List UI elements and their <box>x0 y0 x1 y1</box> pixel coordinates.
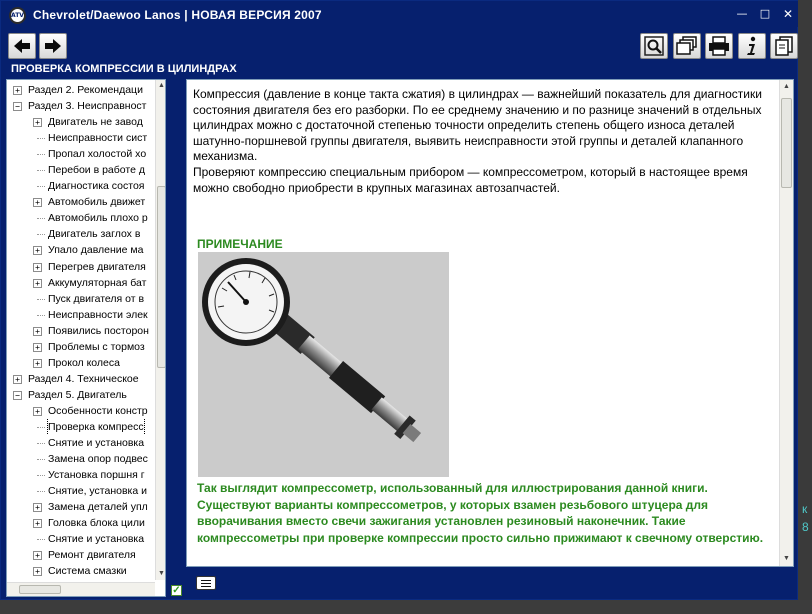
tree-item-label: Замена опор подвес <box>48 453 148 466</box>
tree-item-label: Автомобиль плохо р <box>48 212 148 225</box>
tree-item-label: Раздел 4. Техническое <box>28 372 139 385</box>
tree-item-label: Диагностика состоя <box>48 180 145 193</box>
forward-button[interactable] <box>39 33 67 59</box>
tree-item[interactable] <box>7 242 153 258</box>
tree-item[interactable] <box>7 307 153 323</box>
tree-scroll-thumb[interactable] <box>157 186 166 368</box>
windows-icon <box>676 36 698 56</box>
scroll-down-icon[interactable]: ▼ <box>158 570 165 577</box>
article-paragraph-1: Компрессия (давление в конце такта сжатия) в цилиндрах — важнейший показатель для диагностики состояния двигателя без его разборки. По ее среднему значению и по разнице значений в отдельных цилиндрах можно с достаточной степенью точности определить степень общего износа деталей шатунно-поршневой группы двигателя, выявить неисправности этой группы и деталей клапанного механизма. <box>193 87 762 164</box>
tree-item[interactable] <box>7 146 153 162</box>
article-vertical-scrollbar[interactable] <box>779 80 793 566</box>
tree-item-label: Раздел 3. Неисправност <box>28 100 147 113</box>
tree-item[interactable] <box>7 323 153 339</box>
tree-item[interactable] <box>7 114 153 130</box>
windows-button[interactable] <box>673 33 701 59</box>
tree-item-label: Аккумуляторная бат <box>48 276 147 289</box>
tree-item-label: Автомобиль движет <box>48 196 146 209</box>
tree-item-label: Особенности констр <box>48 404 148 417</box>
tree-item-label: Установка поршня г <box>48 469 145 482</box>
forward-arrow-icon <box>44 39 62 53</box>
tree-item-label: Ремонт двигателя <box>48 549 136 562</box>
tree-item-label: Перегрев двигателя <box>48 260 146 273</box>
article-text <box>193 87 773 196</box>
tree-item[interactable] <box>7 499 153 515</box>
tree-item[interactable] <box>7 451 153 467</box>
tree-item[interactable] <box>7 82 153 98</box>
article-scroll-down-icon[interactable]: ▼ <box>783 555 790 562</box>
tree-item[interactable] <box>7 210 153 226</box>
tree-item[interactable] <box>7 387 153 403</box>
tree-item-label: Раздел 5. Двигатель <box>28 388 127 401</box>
tree-item-label: Пропал холостой хо <box>48 148 147 161</box>
tree-item[interactable] <box>7 98 153 114</box>
expand-icon[interactable]: + <box>13 86 22 95</box>
expand-icon[interactable]: + <box>33 503 42 512</box>
tree-item-label: Двигатель не завод <box>48 116 143 129</box>
tree-item[interactable] <box>7 259 153 275</box>
tree-item[interactable] <box>7 371 153 387</box>
article-scroll-thumb[interactable] <box>781 98 792 188</box>
expand-icon[interactable]: + <box>33 359 42 368</box>
desktop-background-glyph: к 8 <box>802 502 809 534</box>
tree-vertical-scrollbar[interactable] <box>155 80 166 580</box>
tree-item[interactable] <box>7 531 153 547</box>
tree-item-label: Двигатель заглох в <box>48 228 141 241</box>
tree-item-label: Упало давление ма <box>48 244 144 257</box>
compression-gauge-photo <box>198 252 449 477</box>
print-icon <box>708 36 730 56</box>
contents-tree[interactable] <box>6 79 166 597</box>
tree-item-label: Проблемы с тормоз <box>48 340 145 353</box>
expand-icon[interactable]: + <box>33 343 42 352</box>
close-icon[interactable]: ✕ <box>782 7 794 21</box>
tree-item-label: Неисправности элек <box>48 308 148 321</box>
back-arrow-icon <box>13 39 31 53</box>
search-button[interactable] <box>640 33 668 59</box>
tree-item[interactable] <box>7 515 153 531</box>
tree-horizontal-scrollbar[interactable] <box>7 582 155 596</box>
minimize-icon[interactable]: — <box>736 7 748 20</box>
tree-item-label: Неисправности сист <box>48 132 148 145</box>
copy-icon <box>774 36 794 56</box>
tree-item[interactable] <box>7 130 153 146</box>
note-title: ПРИМЕЧАНИЕ <box>197 237 283 251</box>
tree-item[interactable] <box>7 339 153 355</box>
tree-item[interactable] <box>7 435 153 451</box>
app-logo-icon: ATV <box>9 7 26 24</box>
tree-item-label: Головка блока цили <box>48 517 145 530</box>
expand-icon[interactable]: + <box>33 407 42 416</box>
tree-item-label: Система смазки <box>48 565 127 578</box>
tree-item[interactable] <box>7 403 153 419</box>
expand-icon[interactable]: + <box>33 327 42 336</box>
expand-icon[interactable]: + <box>33 246 42 255</box>
scroll-up-icon[interactable]: ▲ <box>158 82 165 89</box>
back-button[interactable] <box>8 33 36 59</box>
tree-item[interactable] <box>7 547 153 563</box>
tree-item[interactable] <box>7 291 153 307</box>
tree-item[interactable] <box>7 178 153 194</box>
print-button[interactable] <box>705 33 733 59</box>
expand-icon[interactable]: + <box>33 551 42 560</box>
tree-item[interactable] <box>7 355 153 371</box>
tree-item-label: Снятие, установка и <box>48 485 147 498</box>
window-title: Chevrolet/Daewoo Lanos | НОВАЯ ВЕРСИЯ 2007 <box>33 8 322 22</box>
tree-item-label: Пуск двигателя от в <box>48 292 145 305</box>
tree-list <box>7 82 153 596</box>
expand-icon[interactable]: + <box>33 263 42 272</box>
tree-item[interactable] <box>7 483 153 499</box>
tree-item-label: Замена деталей упл <box>48 501 148 514</box>
expand-icon[interactable]: + <box>13 375 22 384</box>
expand-icon[interactable]: + <box>33 519 42 528</box>
expand-icon[interactable]: + <box>33 198 42 207</box>
tree-item-label-selected: Проверка компресс <box>48 420 144 433</box>
desktop-background-strip <box>798 0 812 600</box>
search-icon <box>644 36 664 56</box>
copy-button[interactable] <box>770 33 798 59</box>
tree-item[interactable] <box>7 467 153 483</box>
title-bar <box>1 1 799 27</box>
info-button[interactable] <box>738 33 766 59</box>
expand-icon[interactable]: + <box>33 279 42 288</box>
expand-icon[interactable]: + <box>33 118 42 127</box>
article-paragraph-2: Проверяют компрессию специальным прибором — компрессометром, который в настоящее время можно свободно приобрести в крупных магазинах автозапчастей. <box>193 164 748 195</box>
tree-item-label: Прокол колеса <box>48 356 120 369</box>
collapse-icon[interactable]: − <box>13 391 22 400</box>
tree-item[interactable] <box>7 419 153 435</box>
maximize-icon[interactable]: □ <box>759 7 771 20</box>
tree-item[interactable] <box>7 162 153 178</box>
article-panel <box>186 79 794 567</box>
tree-hscroll-thumb[interactable] <box>19 585 61 594</box>
tree-item[interactable] <box>7 194 153 210</box>
tree-item[interactable] <box>7 226 153 242</box>
tree-item-label: Появились посторон <box>48 324 149 337</box>
desktop-taskbar-strip <box>0 600 812 614</box>
section-header: ПРОВЕРКА КОМПРЕССИИ В ЦИЛИНДРАХ <box>11 63 237 75</box>
article-scroll-up-icon[interactable]: ▲ <box>783 83 790 90</box>
expand-icon[interactable]: + <box>33 567 42 576</box>
collapse-icon[interactable]: − <box>13 102 22 111</box>
tree-item-label: Снятие и установка <box>48 437 145 450</box>
tree-item-label: Раздел 2. Рекомендаци <box>28 84 143 96</box>
photo-caption: Так выглядит компрессометр, использованный для иллюстрирования данной книги. Существуют варианты компрессометров, у которых взамен резьбового штуцера для вворачивания вместо свечи зажигания установлен резиновый наконечник. Такие компрессометры при проверке компрессии просто сильно прижимают к свечному отверстию. <box>197 481 764 545</box>
info-icon <box>742 36 762 56</box>
notes-icon[interactable] <box>196 576 216 590</box>
checkmark-icon: ✓ <box>172 585 181 596</box>
tree-item[interactable] <box>7 563 153 579</box>
tree-item[interactable] <box>7 275 153 291</box>
tree-item-label: Перебои в работе д <box>48 164 145 177</box>
tree-item-label: Снятие и установка <box>48 533 145 546</box>
